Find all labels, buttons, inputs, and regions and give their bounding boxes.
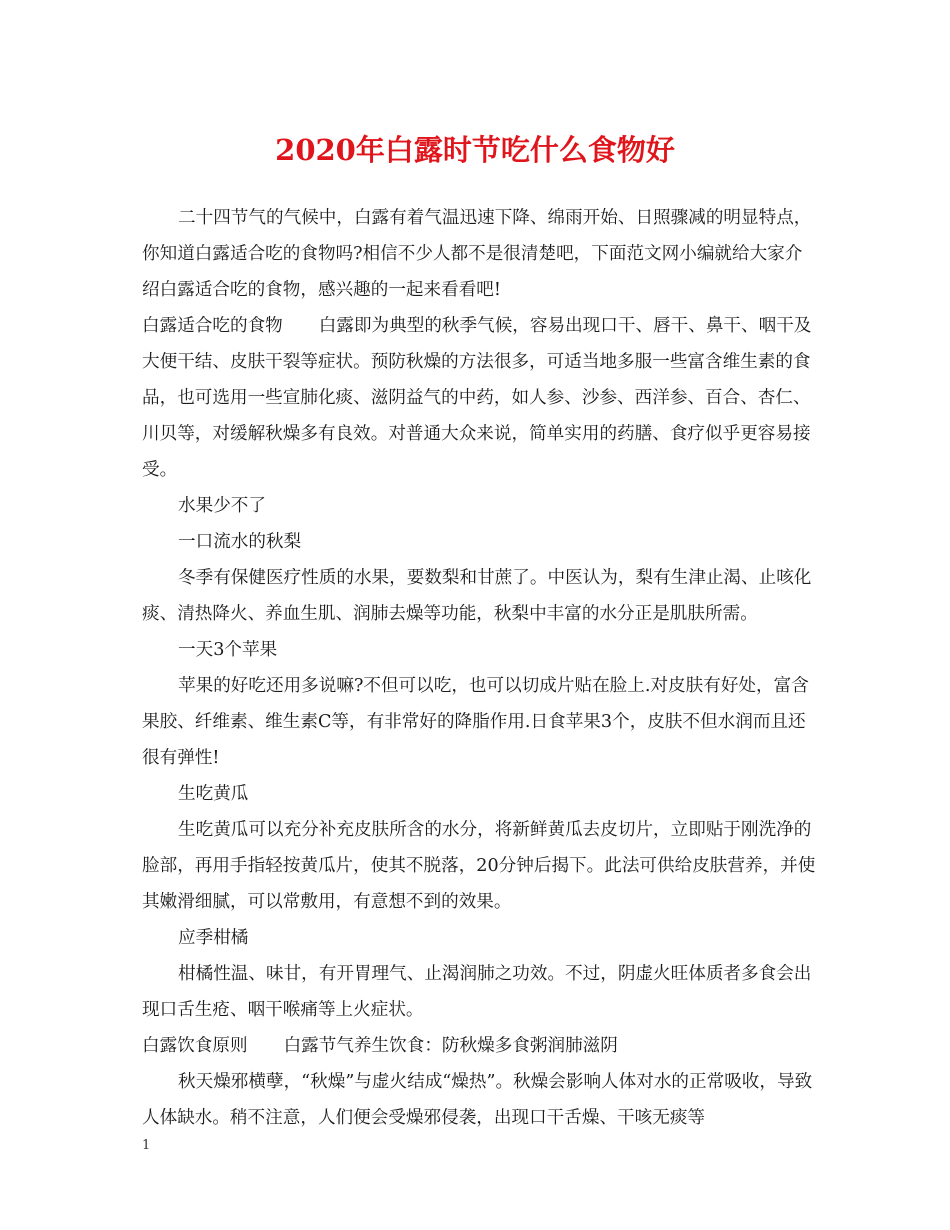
subheading-fruits: 水果少不了 bbox=[178, 496, 266, 516]
section-heading-diet-principles: 白露饮食原则 bbox=[142, 1036, 248, 1056]
document-body bbox=[142, 200, 818, 1136]
section-text-diet-subtitle: 白露节气养生饮食：防秋燥多食粥润肺滋阴 bbox=[283, 1036, 618, 1056]
page-title: 2020年白露时节吃什么食物好 bbox=[275, 133, 675, 167]
page-number: 1 bbox=[142, 1138, 151, 1153]
paragraph-citrus: 柑橘性温、味甘，有开胃理气、止渴润肺之功效。不过，阴虚火旺体质者多食会出现口舌生疮、咽干喉痛等上火症状。 bbox=[142, 964, 812, 1020]
section-text-autumn-dryness: 白露即为典型的秋季气候，容易出现口干、唇干、鼻干、咽干及大便干结、皮肤干裂等症状。预防秋燥的方法很多，可适当地多服一些富含维生素的食品，也可选用一些宣肺化痰、滋阴益气的中药，如人参、沙参、西洋参、百合、杏仁、川贝等，对缓解秋燥多有良效。对普通大众来说，简单实用的药膳、食疗似乎更容易接受。 bbox=[142, 316, 812, 480]
section-paragraph bbox=[142, 308, 818, 488]
intro-paragraph: 二十四节气的气候中，白露有着气温迅速下降、绵雨开始、日照骤减的明显特点，你知道白露适合吃的食物吗?相信不少人都不是很清楚吧，下面范文网小编就给大家介绍白露适合吃的食物，感兴趣的一起来看看吧! bbox=[142, 208, 812, 300]
section-heading-suitable-foods: 白露适合吃的食物 bbox=[142, 316, 283, 336]
paragraph-apples: 苹果的好吃还用多说嘛?不但可以吃，也可以切成片贴在脸上.对皮肤有好处，富含果胶、纤维素、维生素C等，有非常好的降脂作用.日食苹果3个，皮肤不但水润而且还很有弹性! bbox=[142, 676, 809, 768]
subheading-citrus: 应季柑橘 bbox=[178, 928, 249, 948]
subheading-cucumber: 生吃黄瓜 bbox=[178, 784, 249, 804]
subheading-autumn-pear: 一口流水的秋梨 bbox=[178, 532, 302, 552]
section-paragraph-diet bbox=[142, 1028, 818, 1064]
paragraph-pear: 冬季有保健医疗性质的水果，要数梨和甘蔗了。中医认为，梨有生津止渴、止咳化痰、清热降火、养血生肌、润肺去燥等功能，秋梨中丰富的水分正是肌肤所需。 bbox=[142, 568, 812, 624]
paragraph-cucumber: 生吃黄瓜可以充分补充皮肤所含的水分，将新鲜黄瓜去皮切片，立即贴于刚洗净的脸部，再用手指轻按黄瓜片，使其不脱落，20分钟后揭下。此法可供给皮肤营养，并使其嫩滑细腻，可以常敷用，有意想不到的效果。 bbox=[142, 820, 816, 912]
paragraph-autumn-dryness: 秋天燥邪横孽，“秋燥”与虚火结成“燥热”。秋燥会影响人体对水的正常吸收，导致人体缺水。稍不注意，人们便会受燥邪侵袭，出现口干舌燥、干咳无痰等 bbox=[142, 1072, 813, 1128]
subheading-apples: 一天3个苹果 bbox=[178, 640, 278, 660]
